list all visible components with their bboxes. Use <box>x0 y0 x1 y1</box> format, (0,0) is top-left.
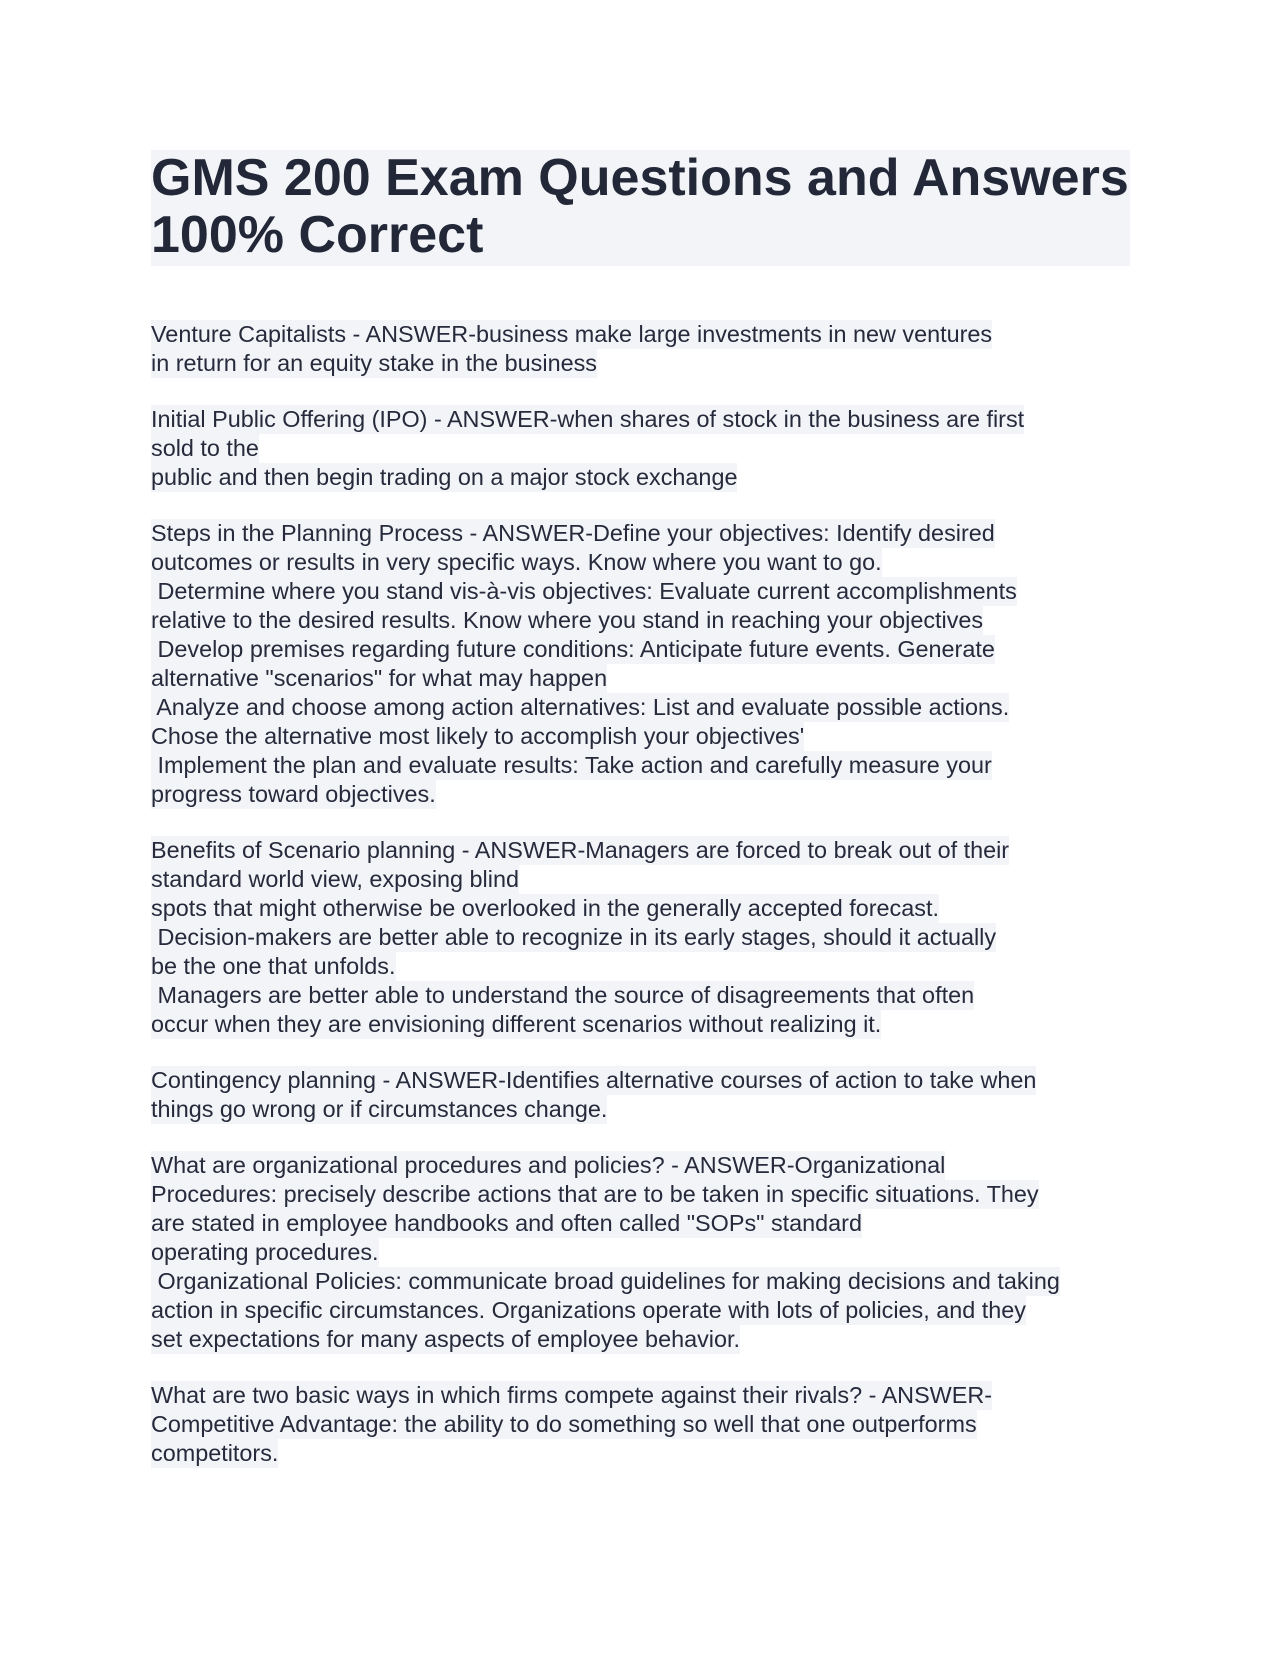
text-line: Benefits of Scenario planning - ANSWER-Managers are forced to break out of their <box>151 837 1010 863</box>
qa-entry-scenario-planning <box>151 836 1131 1039</box>
text-line: sold to the <box>151 435 259 461</box>
text-line: occur when they are envisioning different scenarios without realizing it. <box>151 1011 882 1037</box>
text-line: Managers are better able to understand the source of disagreements that often <box>151 982 975 1008</box>
text-line: Chose the alternative most likely to accomplish your objectives' <box>151 723 805 749</box>
text-line: competitors. <box>151 1440 279 1466</box>
document-title <box>151 150 1130 266</box>
text-line: spots that might otherwise be overlooked in the generally accepted forecast. <box>151 895 939 921</box>
text-line: Develop premises regarding future conditions: Anticipate future events. Generate <box>151 636 995 662</box>
title-line: GMS 200 Exam Questions and Answers <box>151 149 1129 207</box>
text-line: alternative "scenarios" for what may happen <box>151 665 608 691</box>
text-line: public and then begin trading on a major stock exchange <box>151 464 738 490</box>
text-line: Contingency planning - ANSWER-Identifies alternative courses of action to take when <box>151 1067 1037 1093</box>
text-line: progress toward objectives. <box>151 781 436 807</box>
text-line: Determine where you stand vis-à-vis objectives: Evaluate current accomplishments <box>151 578 1017 604</box>
text-line: standard world view, exposing blind <box>151 866 519 892</box>
text-line: be the one that unfolds. <box>151 953 396 979</box>
text-line: Organizational Policies: communicate broad guidelines for making decisions and taking <box>151 1268 1060 1294</box>
text-line: are stated in employee handbooks and often called "SOPs" standard <box>151 1210 862 1236</box>
qa-entry-venture-capitalists <box>151 320 1131 378</box>
text-line: Decision-makers are better able to recognize in its early stages, should it actually <box>151 924 997 950</box>
text-line: operating procedures. <box>151 1239 379 1265</box>
qa-entry-ipo <box>151 405 1131 492</box>
text-line: Venture Capitalists - ANSWER-business make large investments in new ventures <box>151 321 993 347</box>
text-line: What are two basic ways in which firms compete against their rivals? - ANSWER- <box>151 1382 993 1408</box>
text-line: in return for an equity stake in the business <box>151 350 597 376</box>
text-line: action in specific circumstances. Organizations operate with lots of policies, and they <box>151 1297 1026 1323</box>
text-line: outcomes or results in very specific ways. Know where you want to go. <box>151 549 882 575</box>
qa-entry-planning-process <box>151 519 1131 809</box>
text-line: Steps in the Planning Process - ANSWER-Define your objectives: Identify desired <box>151 520 995 546</box>
text-line: Analyze and choose among action alternatives: List and evaluate possible actions. <box>151 694 1010 720</box>
text-line: relative to the desired results. Know where you stand in reaching your objectives <box>151 607 984 633</box>
qa-entry-procedures-policies <box>151 1151 1131 1354</box>
text-line: Competitive Advantage: the ability to do something so well that one outperforms <box>151 1411 977 1437</box>
document-page <box>151 150 1131 1495</box>
text-line: Initial Public Offering (IPO) - ANSWER-when shares of stock in the business are first <box>151 406 1025 432</box>
qa-entry-contingency-planning <box>151 1066 1131 1124</box>
text-line: What are organizational procedures and policies? - ANSWER-Organizational <box>151 1152 946 1178</box>
qa-entry-compete-rivals <box>151 1381 1131 1468</box>
text-line: Implement the plan and evaluate results: Take action and carefully measure your <box>151 752 992 778</box>
text-line: things go wrong or if circumstances change. <box>151 1096 608 1122</box>
text-line: set expectations for many aspects of employee behavior. <box>151 1326 740 1352</box>
title-line: 100% Correct <box>151 206 484 264</box>
text-line: Procedures: precisely describe actions that are to be taken in specific situations. They <box>151 1181 1039 1207</box>
